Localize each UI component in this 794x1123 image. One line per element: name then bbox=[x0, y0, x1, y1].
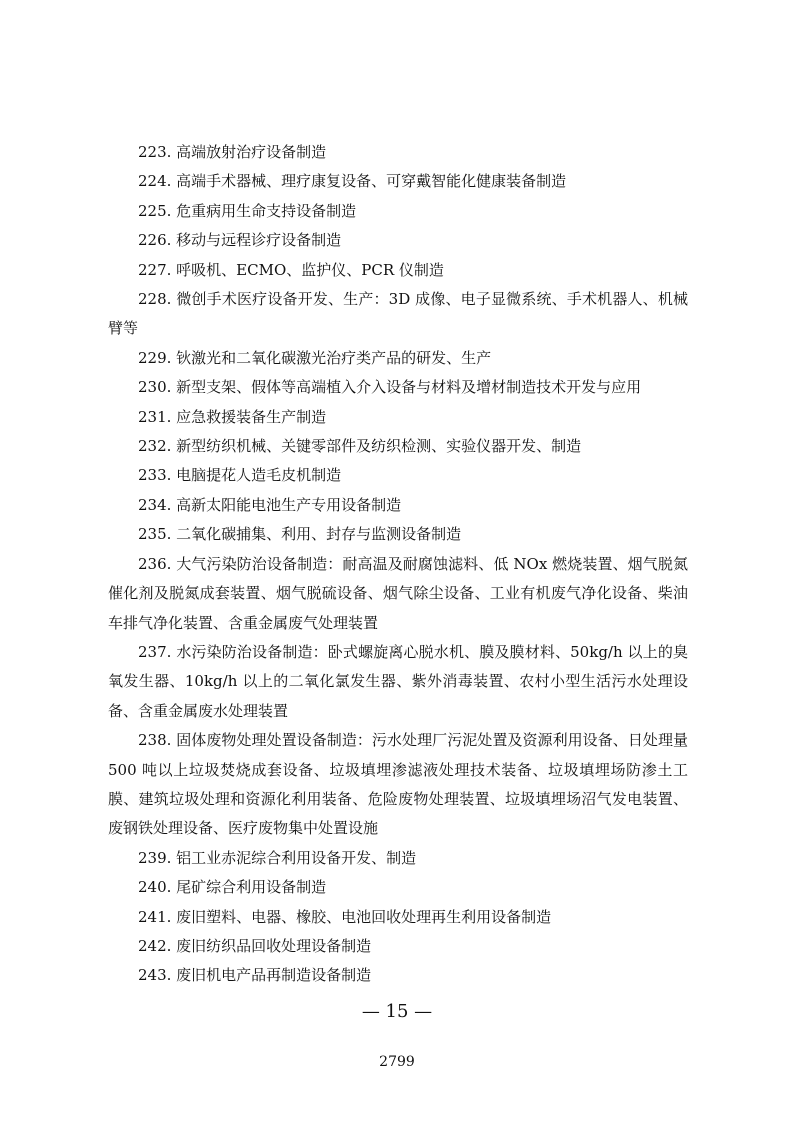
list-item: 238. 固体废物处理处置设备制造：污水处理厂污泥处置及资源利用设备、日处理量 500 吨以上垃圾焚烧成套设备、垃圾填埋渗滤液处理技术装备、垃圾填埋场防渗土工膜、建筑垃圾处理和资源化利用装备、危险废物处理装置、垃圾填埋场沼气发电装置、废钢铁处理设备、医疗废物集中处置设施 bbox=[108, 731, 688, 838]
list-item: 224. 高端手术器械、理疗康复设备、可穿戴智能化健康装备制造 bbox=[138, 172, 567, 191]
list-item: 236. 大气污染防治设备制造：耐高温及耐腐蚀滤料、低 NOx 燃烧装置、烟气脱氮催化剂及脱氮成套装置、烟气脱硫设备、烟气除尘设备、工业有机废气净化设备、柴油车排气净化装置、含重金属废气处理装置 bbox=[108, 554, 688, 632]
list-item: 240. 尾矿综合利用设备制造 bbox=[138, 878, 327, 897]
list-item: 232. 新型纺织机械、关键零部件及纺织检测、实验仪器开发、制造 bbox=[138, 437, 582, 456]
document-body bbox=[108, 138, 688, 991]
list-item: 235. 二氧化碳捕集、利用、封存与监测设备制造 bbox=[138, 525, 462, 544]
list-item: 243. 废旧机电产品再制造设备制造 bbox=[138, 966, 372, 985]
list-item: 230. 新型支架、假体等高端植入介入设备与材料及增材制造技术开发与应用 bbox=[138, 378, 642, 397]
list-item: 228. 微创手术医疗设备开发、生产：3D 成像、电子显微系统、手术机器人、机械臂等 bbox=[108, 290, 688, 338]
list-item: 241. 废旧塑料、电器、橡胶、电池回收处理再生利用设备制造 bbox=[138, 907, 552, 926]
list-item: 237. 水污染防治设备制造：卧式螺旋离心脱水机、膜及膜材料、50kg/h 以上的臭氧发生器、10kg/h 以上的二氧化氯发生器、紫外消毒装置、农村小型生活污水处理设备、含重金属废水处理装置 bbox=[108, 642, 688, 720]
footer-number: 2799 bbox=[379, 1054, 415, 1070]
list-item: 242. 废旧纺织品回收处理设备制造 bbox=[138, 936, 372, 955]
list-item: 233. 电脑提花人造毛皮机制造 bbox=[138, 466, 342, 485]
list-item: 234. 高新太阳能电池生产专用设备制造 bbox=[138, 495, 402, 514]
list-item: 226. 移动与远程诊疗设备制造 bbox=[138, 231, 342, 250]
list-item: 225. 危重病用生命支持设备制造 bbox=[138, 201, 357, 220]
list-item: 223. 高端放射治疗设备制造 bbox=[138, 143, 327, 161]
list-item: 239. 铝工业赤泥综合利用设备开发、制造 bbox=[138, 848, 417, 867]
list-item: 227. 呼吸机、ECMO、监护仪、PCR 仪制造 bbox=[138, 260, 444, 279]
page-number: — 15 — bbox=[361, 1001, 433, 1022]
list-item: 231. 应急救援装备生产制造 bbox=[138, 407, 327, 426]
list-item: 229. 钬激光和二氧化碳激光治疗类产品的研发、生产 bbox=[138, 348, 492, 367]
